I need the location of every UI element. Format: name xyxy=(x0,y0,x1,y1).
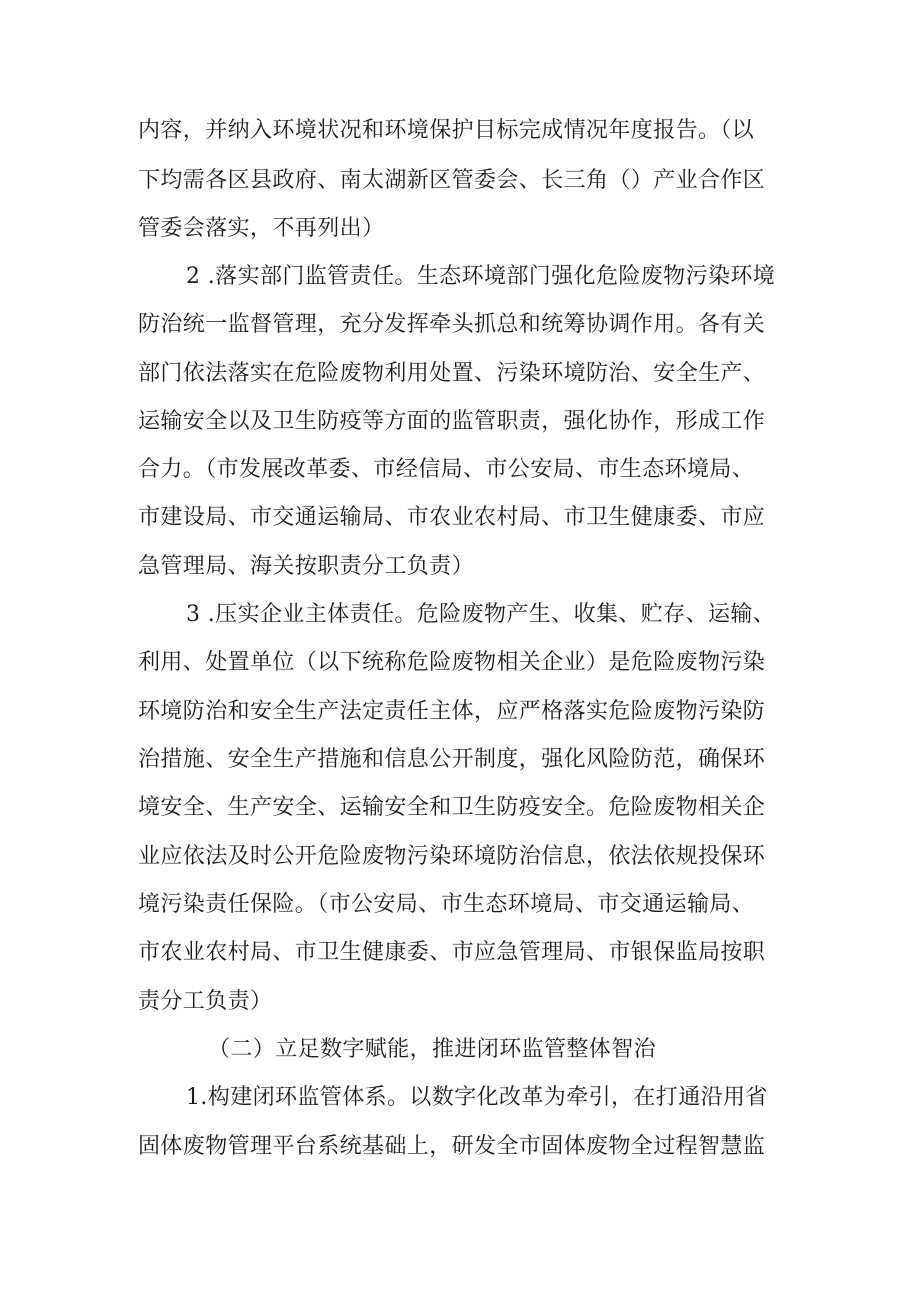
text-line: 合力。（市发展改革委、市经信局、市公安局、市生态环境局、 xyxy=(138,457,755,482)
text-line: 下均需各区县政府、南太湖新区管委会、长三角（）产业合作区 xyxy=(138,168,766,193)
text-line: 环境防治和安全生产法定责任主体，应严格落实危险废物污染防 xyxy=(138,699,766,724)
paragraph-3-heading: 3 .压实企业主体责任。危险废物产生、收集、贮存、运输、 xyxy=(186,602,776,627)
text-line: 急管理局、海关按职责分工负责） xyxy=(138,554,475,579)
text-line: 部门依法落实在危险废物利用处置、污染环境防治、安全生产、 xyxy=(138,361,766,386)
text-line: 市建设局、市交通运输局、市农业农村局、市卫生健康委、市应 xyxy=(138,505,766,530)
paragraph-2-heading: 2 .落实部门监管责任。生态环境部门强化危险废物污染环境 xyxy=(186,264,776,289)
text-line: 固体废物管理平台系统基础上，研发全市固体废物全过程智慧监 xyxy=(138,1134,766,1159)
text-line: 责分工负责） xyxy=(138,989,273,1014)
text-line: 利用、处置单位（以下统称危险废物相关企业）是危险废物污染 xyxy=(138,650,766,675)
text-line: 管委会落实，不再列出） xyxy=(138,216,385,241)
text-line: 业应依法及时公开危险废物污染环境防治信息，依法依规投保环 xyxy=(138,844,766,869)
paragraph-1-heading: 1.构建闭环监管体系。以数字化改革为牵引，在打通沿用省 xyxy=(186,1085,768,1110)
text-line: 境安全、生产安全、运输安全和卫生防疫安全。危险废物相关企 xyxy=(138,795,766,820)
text-line: 内容，并纳入环境状况和环境保护目标完成情况年度报告。（以 xyxy=(138,118,755,143)
text-line: 防治统一监督管理，充分发挥牵头抓总和统筹协调作用。各有关 xyxy=(138,312,766,337)
text-line: 境污染责任保险。（市公安局、市生态环境局、市交通运输局、 xyxy=(138,892,755,917)
section-heading: （二）立足数字赋能，推进闭环监管整体智治 xyxy=(208,1037,657,1062)
text-line: 市农业农村局、市卫生健康委、市应急管理局、市银保监局按职 xyxy=(138,940,766,965)
text-line: 治措施、安全生产措施和信息公开制度，强化风险防范，确保环 xyxy=(138,747,766,772)
text-line: 运输安全以及卫生防疫等方面的监管职责，强化协作，形成工作 xyxy=(138,409,766,434)
